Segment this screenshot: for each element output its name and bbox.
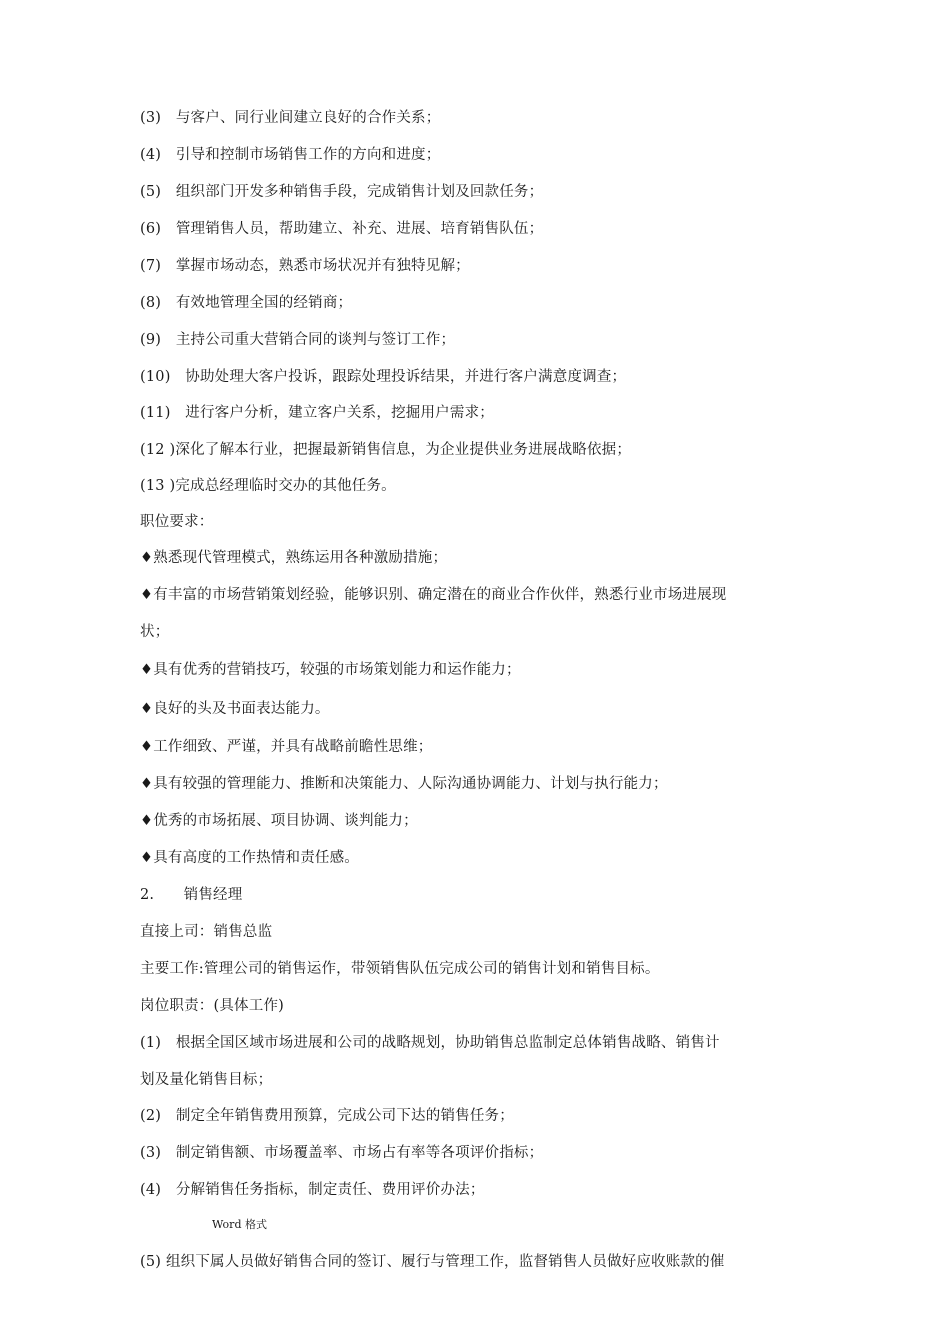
main-work: 主要工作:管理公司的销售运作，带领销售队伍完成公司的销售计划和销售目标。 xyxy=(140,961,660,977)
duty-item-4: (4) 引导和控制市场销售工作的方向和进度； xyxy=(140,147,441,163)
requirement-item: ♦良好的头及书面表达能力。 xyxy=(140,701,330,717)
section-heading-requirements: 职位要求： xyxy=(140,514,214,530)
duty-item-13: (13 )完成总经理临时交办的其他任务。 xyxy=(140,478,396,494)
requirement-item: ♦具有较强的管理能力、推断和决策能力、人际沟通协调能力、计划与执行能力； xyxy=(140,776,668,792)
duty-item-10: (10) 协助处理大客户投诉，跟踪处理投诉结果，并进行客户满意度调查； xyxy=(140,369,627,385)
duty-item-1: (1) 根据全国区域市场进展和公司的战略规划，协助销售总监制定总体销售战略、销售计 xyxy=(140,1035,720,1051)
duty-item-1-continued: 划及量化销售目标； xyxy=(140,1072,273,1088)
requirement-item: ♦工作细致、严谨，并具有战略前瞻性思维； xyxy=(140,739,433,755)
section-heading-duties: 岗位职责：(具体工作) xyxy=(140,998,285,1014)
requirement-item: ♦优秀的市场拓展、项目协调、谈判能力； xyxy=(140,813,418,829)
duty-item-8: (8) 有效地管理全国的经销商； xyxy=(140,295,353,311)
duty-item-3: (3) 与客户、同行业间建立良好的合作关系； xyxy=(140,110,441,126)
duty-item-7: (7) 掌握市场动态，熟悉市场状况并有独特见解； xyxy=(140,258,470,274)
requirement-item-continued: 状； xyxy=(140,624,170,640)
requirement-item: ♦具有优秀的营销技巧，较强的市场策划能力和运作能力； xyxy=(140,662,521,678)
duty-item-2: (2) 制定全年销售费用预算，完成公司下达的销售任务； xyxy=(140,1108,514,1124)
duty-item-5: (5) 组织部门开发多种销售手段，完成销售计划及回款任务； xyxy=(140,184,544,200)
duty-item-3: (3) 制定销售额、市场覆盖率、市场占有率等各项评价指标； xyxy=(140,1145,544,1161)
duty-item-12: (12 )深化了解本行业，把握最新销售信息，为企业提供业务进展战略依据； xyxy=(140,442,632,458)
direct-supervisor: 直接上司：销售总监 xyxy=(140,924,273,940)
section-heading-sales-manager: 2. 销售经理 xyxy=(140,887,243,903)
page-footer: Word 格式 xyxy=(212,1218,267,1231)
duty-item-9: (9) 主持公司重大营销合同的谈判与签订工作； xyxy=(140,332,456,348)
duty-item-4: (4) 分解销售任务指标，制定责任、费用评价办法； xyxy=(140,1182,485,1198)
duty-item-5: (5) 组织下属人员做好销售合同的签订、履行与管理工作，监督销售人员做好应收账款的催 xyxy=(140,1254,725,1270)
duty-item-6: (6) 管理销售人员，帮助建立、补充、进展、培育销售队伍； xyxy=(140,221,544,237)
requirement-item: ♦具有高度的工作热情和责任感。 xyxy=(140,850,359,866)
requirement-item: ♦有丰富的市场营销策划经验，能够识别、确定潜在的商业合作伙伴，熟悉行业市场进展现 xyxy=(140,587,727,603)
duty-item-11: (11) 进行客户分析，建立客户关系，挖掘用户需求； xyxy=(140,405,494,421)
requirement-item: ♦熟悉现代管理模式，熟练运用各种激励措施； xyxy=(140,550,448,566)
